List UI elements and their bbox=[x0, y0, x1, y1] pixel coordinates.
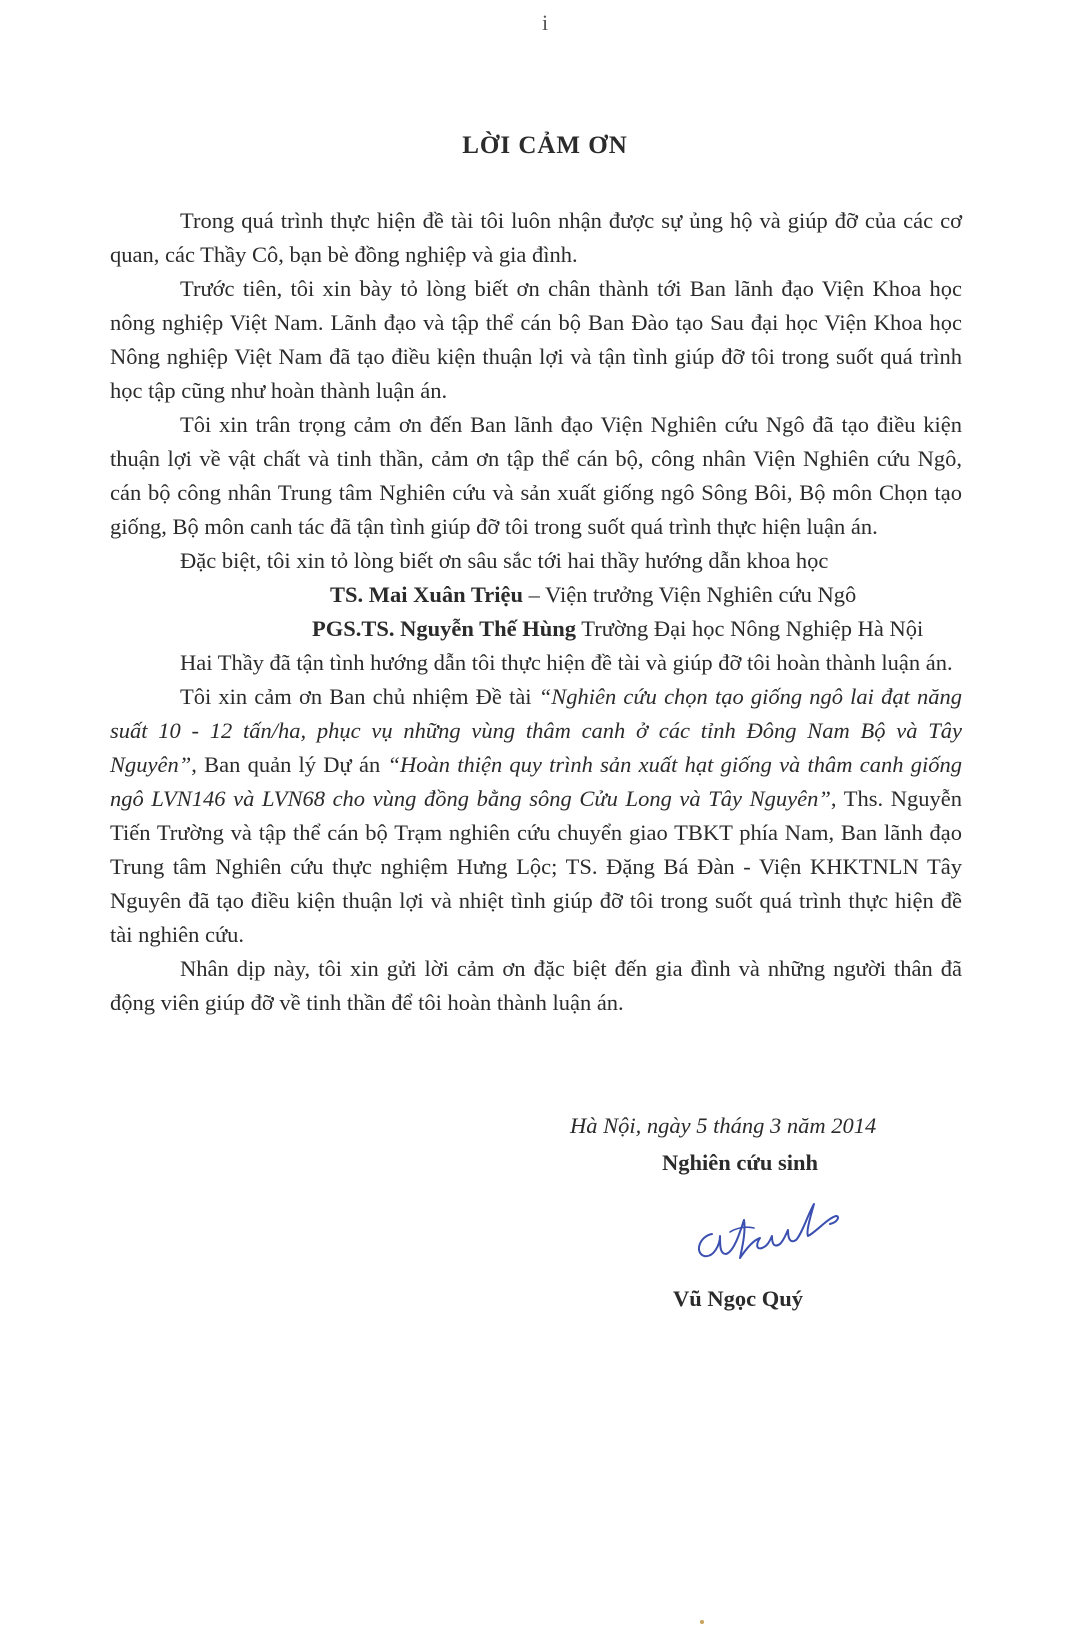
signature-image bbox=[690, 1192, 860, 1272]
page-number: i bbox=[541, 10, 549, 35]
paragraph-maize-institute-thanks: Tôi xin trân trọng cảm ơn đến Ban lãnh đạo Viện Nghiên cứu Ngô đã tạo điều kiện thuận lợi về vật chất và tinh thần, cảm ơn tập thể cán bộ, công nhân Viện Nghiên cứu Ngô, cán bộ công nhân Trung tâm Nghiên cứu và sản xuất giống ngô Sông Bôi, Bộ môn Chọn tạo giống, Bộ môn canh tác đã tận tình giúp đỡ tôi trong suốt quá trình thực hiện luận án. bbox=[110, 412, 962, 539]
paragraph-support: Trong quá trình thực hiện đề tài tôi luôn nhận được sự ủng hộ và giúp đỡ của các cơ quan, các Thầy Cô, bạn bè đồng nghiệp và gia đình. bbox=[110, 208, 962, 267]
paragraph-advisors-intro: Đặc biệt, tôi xin tỏ lòng biết ơn sâu sắc tới hai thầy hướng dẫn khoa học bbox=[180, 548, 829, 573]
acknowledgement-body bbox=[110, 204, 962, 1020]
project-thanks-intro: Tôi xin cảm ơn Ban chủ nhiệm Đề tài bbox=[180, 684, 539, 709]
author-role: Nghiên cứu sinh bbox=[662, 1150, 819, 1175]
project-thanks-mid: , Ban quản lý Dự án bbox=[191, 752, 388, 777]
project-title-2: “Hoàn thiện quy trình sản xuất hạt giống và thâm canh giống ngô LVN146 và LVN68 cho vùng đồng bằng sông Cửu Long và Tây Nguyên” bbox=[110, 752, 962, 811]
paragraph-family-thanks: Nhân dịp này, tôi xin gửi lời cảm ơn đặc biệt đến gia đình và những người thân đã động viên giúp đỡ về tinh thần để tôi hoàn thành luận án. bbox=[110, 956, 962, 1015]
advisor-line-1 bbox=[110, 578, 962, 612]
advisor-name-1: TS. Mai Xuân Triệu bbox=[330, 582, 523, 607]
paragraph-advisors-thanks: Hai Thầy đã tận tình hướng dẫn tôi thực hiện đề tài và giúp đỡ tôi hoàn thành luận án. bbox=[180, 650, 953, 675]
author-name: Vũ Ngọc Quý bbox=[673, 1286, 804, 1311]
scan-speck bbox=[700, 1620, 704, 1624]
advisor-role-1: – Viện trưởng Viện Nghiên cứu Ngô bbox=[522, 582, 857, 607]
advisor-name-2: PGS.TS. Nguyễn Thế Hùng bbox=[312, 616, 577, 641]
date-line: Hà Nội, ngày 5 tháng 3 năm 2014 bbox=[570, 1113, 877, 1138]
paragraph-institute-thanks: Trước tiên, tôi xin bày tỏ lòng biết ơn chân thành tới Ban lãnh đạo Viện Khoa học nông nghiệp Việt Nam. Lãnh đạo và tập thể cán bộ Ban Đào tạo Sau đại học Viện Khoa học Nông nghiệp Việt Nam đã tạo điều kiện thuận lợi và tận tình giúp đỡ tôi trong suốt quá trình học tập cũng như hoàn thành luận án. bbox=[110, 276, 962, 403]
advisor-line-2 bbox=[110, 612, 962, 646]
advisor-role-2: Trường Đại học Nông Nghiệp Hà Nội bbox=[576, 616, 924, 641]
project-thanks-rest: , Ths. Nguyễn Tiến Trường và tập thể cán bộ Trạm nghiên cứu chuyển giao TBKT phía Nam, Ban lãnh đạo Trung tâm Nghiên cứu thực nghiệm Hưng Lộc; TS. Đặng Bá Đàn - Viện KHKTNLN Tây Nguyên đã tạo điều kiện thuận lợi và nhiệt tình giúp đỡ tôi trong suốt quá trình thực hiện đề tài nghiên cứu. bbox=[110, 786, 962, 947]
paragraph-project-thanks bbox=[110, 680, 962, 952]
project-title-1: “Nghiên cứu chọn tạo giống ngô lai đạt năng suất 10 - 12 tấn/ha, phục vụ những vùng thâm canh ở các tỉnh Đông Nam Bộ và Tây Nguyên” bbox=[110, 684, 962, 777]
page-title: LỜI CẢM ƠN bbox=[462, 132, 628, 159]
